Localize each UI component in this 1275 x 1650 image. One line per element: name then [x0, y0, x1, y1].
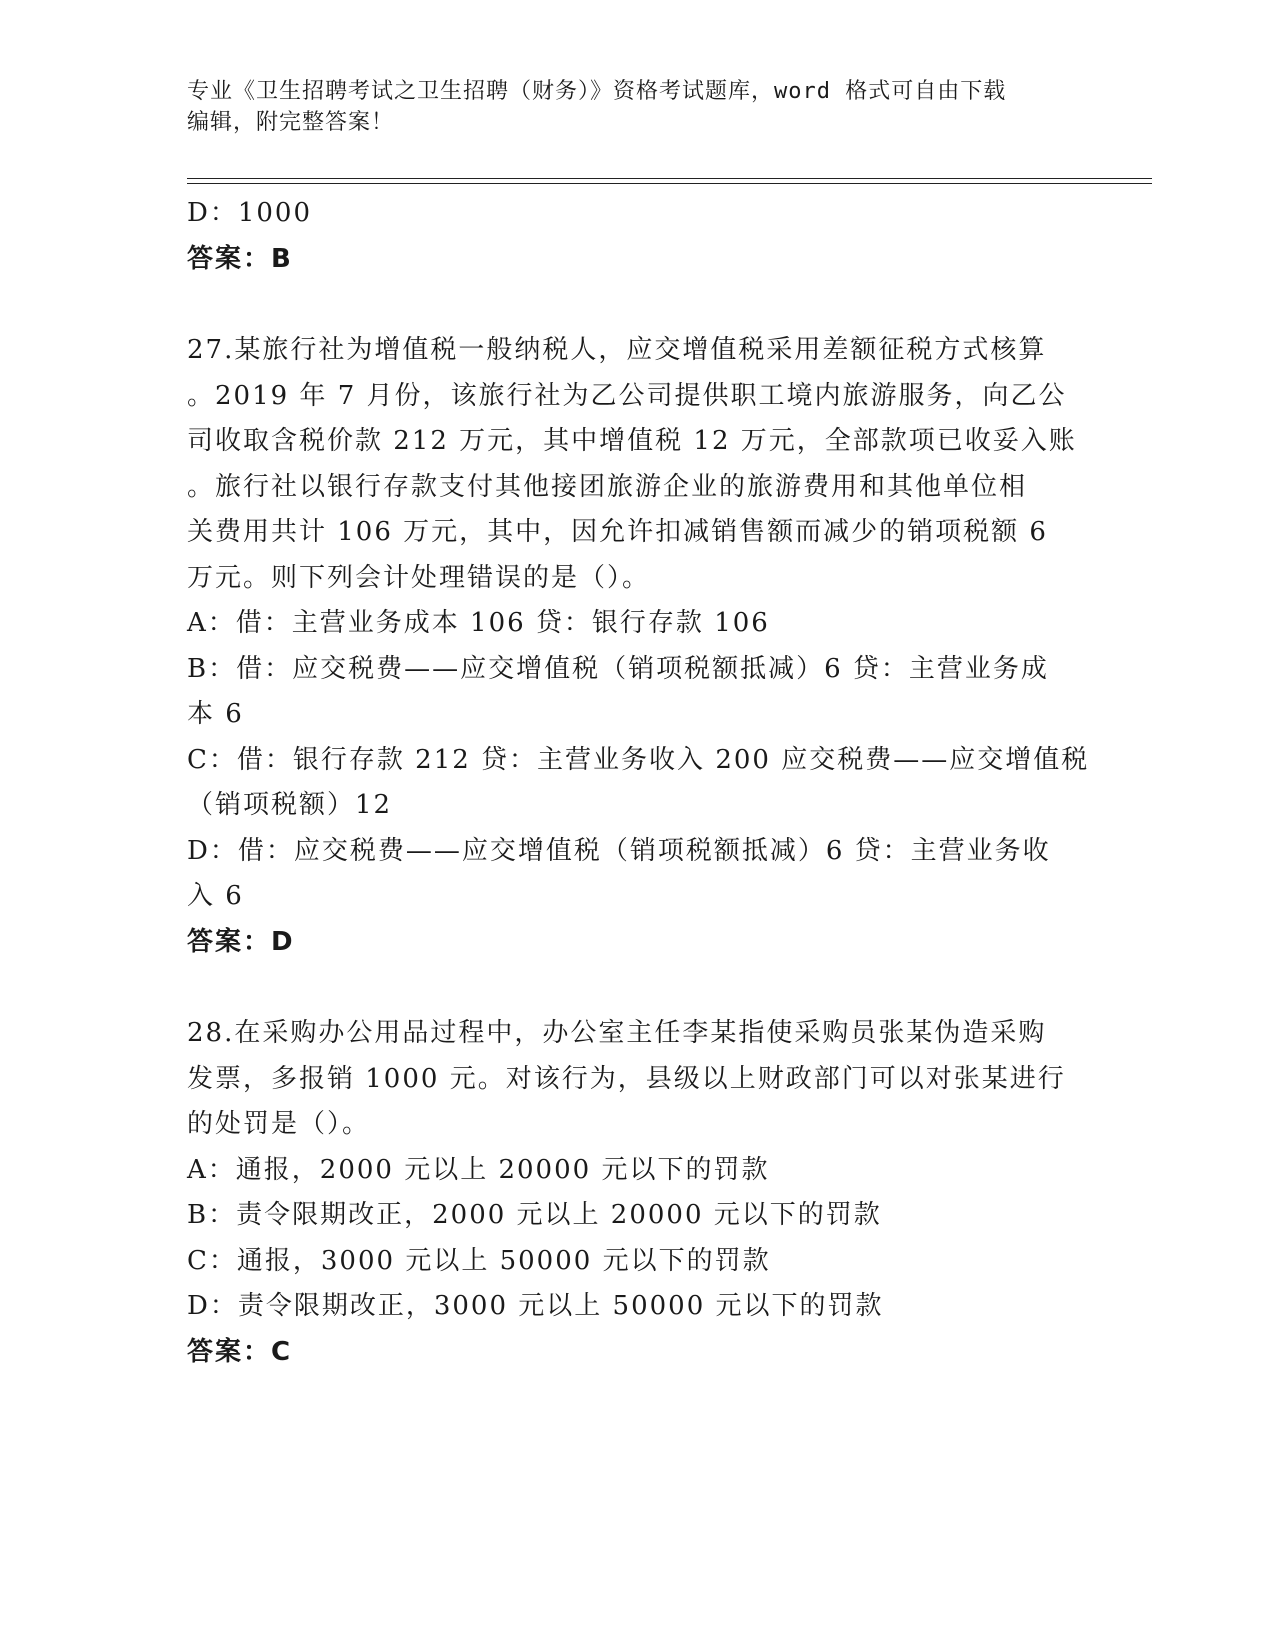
- option-c-continued: （销项税额）12: [187, 790, 393, 820]
- question-stem-line: 。2019 年 7 月份，该旅行社为乙公司提供职工境内旅游服务，向乙公: [187, 380, 1067, 411]
- document-body: [187, 191, 1090, 1375]
- question-stem-line: 。旅行社以银行存款支付其他接团旅游企业的旅游费用和其他单位相: [187, 471, 1028, 502]
- question-stem-line: 28.在采购办公用品过程中，办公室主任李某指使采购员张某伪造采购: [187, 1018, 1047, 1048]
- question-stem-line: 司收取含税价款 212 万元，其中增值税 12 万元，全部款项已收妥入账: [187, 426, 1077, 456]
- previous-question-tail: [187, 191, 1077, 282]
- page-header: [187, 76, 1067, 138]
- answer: 答案：B: [187, 243, 293, 274]
- answer: 答案：C: [187, 1336, 293, 1367]
- option-b: B：责令限期改正，2000 元以上 20000 元以下的罚款: [187, 1200, 882, 1230]
- option-d: D：责令限期改正，3000 元以上 50000 元以下的罚款: [187, 1291, 884, 1321]
- question-27: [187, 328, 1090, 965]
- question-28: [187, 1011, 1077, 1375]
- header-line-2: 编辑，附完整答案！: [187, 110, 395, 135]
- option-d-continued: 入 6: [187, 881, 244, 911]
- option-d: D：借：应交税费——应交增值税（销项税额抵减）6 贷：主营业务收: [187, 835, 1051, 866]
- option-c: C：通报，3000 元以上 50000 元以下的罚款: [187, 1245, 771, 1276]
- option-a: A：借：主营业务成本 106 贷：银行存款 106: [187, 608, 770, 638]
- question-stem-line: 万元。则下列会计处理错误的是（）。: [187, 562, 651, 593]
- spacer: [187, 965, 1077, 1011]
- header-rule-bottom: [187, 183, 1152, 184]
- option-b-continued: 本 6: [187, 699, 244, 729]
- question-stem-line: 发票，多报销 1000 元。对该行为，县级以上财政部门可以对张某进行: [187, 1063, 1066, 1094]
- question-stem-line: 关费用共计 106 万元，其中，因允许扣减销售额而减少的销项税额 6: [187, 517, 1048, 547]
- option-c: C：借：银行存款 212 贷：主营业务收入 200 应交税费——应交增值税: [187, 744, 1090, 775]
- header-line-1: 专业《卫生招聘考试之卫生招聘（财务）》资格考试题库，word 格式可自由下载: [187, 79, 1007, 104]
- spacer: [187, 282, 1077, 328]
- question-stem-line: 27.某旅行社为增值税一般纳税人，应交增值税采用差额征税方式核算: [187, 335, 1047, 365]
- option-d: D：1000: [187, 198, 313, 228]
- answer: 答案：D: [187, 926, 295, 957]
- question-stem-line: 的处罚是（）。: [187, 1109, 371, 1139]
- option-a: A：通报，2000 元以上 20000 元以下的罚款: [187, 1154, 770, 1185]
- header-rule-top: [187, 178, 1152, 179]
- option-b: B：借：应交税费——应交增值税（销项税额抵减）6 贷：主营业务成: [187, 653, 1049, 684]
